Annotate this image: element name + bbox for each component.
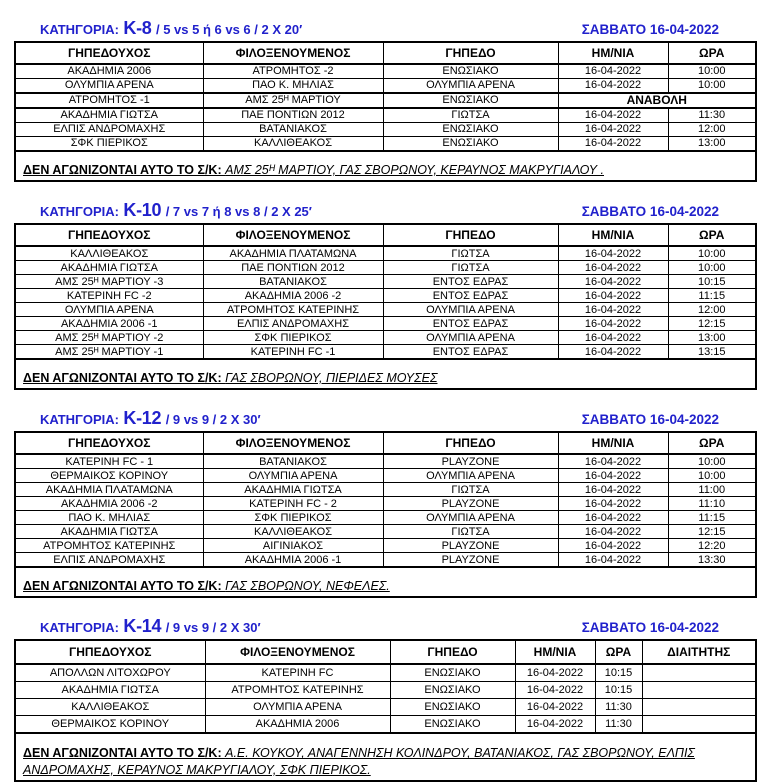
venue-cell: ΕΝΩΣΙΑΚΟ bbox=[383, 122, 558, 136]
date-cell: 16-04-2022 bbox=[558, 345, 668, 360]
column-header: ΓΗΠΕΔΟ bbox=[390, 640, 515, 664]
home-team-cell: ΑΤΡΟΜΗΤΟΣ ΚΑΤΕΡΙΝΗΣ bbox=[15, 539, 203, 553]
fixtures-body bbox=[15, 454, 756, 597]
home-team-cell: ΑΜΣ 25ᴴ ΜΑΡΤΙΟΥ -2 bbox=[15, 331, 203, 345]
date-cell: 16-04-2022 bbox=[558, 317, 668, 331]
away-team-cell: ΣΦΚ ΠΙΕΡΙΚΟΣ bbox=[203, 331, 383, 345]
not-playing-note bbox=[15, 567, 756, 597]
category-section bbox=[14, 19, 755, 182]
date-cell: 16-04-2022 bbox=[515, 716, 595, 734]
section-header bbox=[14, 19, 755, 41]
away-team-cell: ΑΤΡΟΜΗΤΟΣ -2 bbox=[203, 64, 383, 79]
category-code: Κ-8 bbox=[123, 18, 152, 38]
column-header: ΗΜ/ΝΙΑ bbox=[558, 432, 668, 454]
time-cell: 10:00 bbox=[668, 78, 756, 93]
away-team-cell: ΑΚΑΔΗΜΙΑ ΠΛΑΤΑΜΩΝΑ bbox=[203, 246, 383, 261]
match-row bbox=[15, 122, 756, 136]
home-team-cell: ΑΚΑΔΗΜΙΑ 2006 -2 bbox=[15, 497, 203, 511]
category-code: Κ-12 bbox=[123, 408, 162, 429]
match-row bbox=[15, 303, 756, 317]
venue-cell: ΕΝΩΣΙΑΚΟ bbox=[383, 136, 558, 151]
date-cell: 16-04-2022 bbox=[558, 108, 668, 123]
match-row bbox=[15, 664, 756, 682]
column-header: ΓΗΠΕΔΟΥΧΟΣ bbox=[15, 432, 203, 454]
date-cell: 16-04-2022 bbox=[558, 511, 668, 525]
venue-cell: ΟΛΥΜΠΙΑ ΑΡΕΝΑ bbox=[383, 331, 558, 345]
category-label: ΚΑΤΗΓΟΡΙΑ: bbox=[40, 22, 119, 37]
match-day-date: ΣΑΒΒΑΤΟ 16-04-2022 bbox=[581, 204, 719, 220]
note-label: ΔΕΝ ΑΓΩΝΙΖΟΝΤΑΙ ΑΥΤΟ ΤΟ Σ/Κ: bbox=[23, 579, 226, 594]
header-row bbox=[15, 42, 756, 64]
home-team-cell: ΑΠΟΛΛΩΝ ΛΙΤΟΧΩΡΟΥ bbox=[15, 664, 205, 682]
date-cell: 16-04-2022 bbox=[558, 275, 668, 289]
venue-cell: ΓΙΩΤΣΑ bbox=[383, 108, 558, 123]
venue-cell: ΕΝΤΟΣ ΕΔΡΑΣ bbox=[383, 317, 558, 331]
home-team-cell: ΑΚΑΔΗΜΙΑ ΓΙΩΤΣΑ bbox=[15, 682, 205, 699]
venue-cell: ΟΛΥΜΠΙΑ ΑΡΕΝΑ bbox=[383, 469, 558, 483]
header-row bbox=[15, 640, 756, 664]
column-header: ΓΗΠΕΔΟ bbox=[383, 432, 558, 454]
away-team-cell: ΚΑΤΕΡΙΝΗ FC bbox=[205, 664, 390, 682]
date-cell: 16-04-2022 bbox=[558, 497, 668, 511]
home-team-cell: ΑΜΣ 25ᴴ ΜΑΡΤΙΟΥ -1 bbox=[15, 345, 203, 360]
away-team-cell: ΒΑΤΑΝΙΑΚΟΣ bbox=[203, 122, 383, 136]
date-cell: 16-04-2022 bbox=[558, 539, 668, 553]
away-team-cell: ΒΑΤΑΝΙΑΚΟΣ bbox=[203, 454, 383, 469]
match-row bbox=[15, 345, 756, 360]
section-header bbox=[14, 617, 755, 639]
time-cell: 11:30 bbox=[595, 699, 642, 716]
fixtures-table bbox=[14, 431, 757, 598]
venue-cell: ΟΛΥΜΠΙΑ ΑΡΕΝΑ bbox=[383, 511, 558, 525]
venue-cell: ΓΙΩΤΣΑ bbox=[383, 525, 558, 539]
home-team-cell: ΑΚΑΔΗΜΙΑ ΓΙΩΤΣΑ bbox=[15, 108, 203, 123]
away-team-cell: ΣΦΚ ΠΙΕΡΙΚΟΣ bbox=[203, 511, 383, 525]
date-cell: 16-04-2022 bbox=[558, 331, 668, 345]
fixtures-body bbox=[15, 664, 756, 781]
referee-cell bbox=[642, 716, 756, 734]
column-header: ΦΙΛΟΞΕΝΟΥΜΕΝΟΣ bbox=[203, 432, 383, 454]
column-header: ΩΡΑ bbox=[668, 432, 756, 454]
column-header: ΓΗΠΕΔΟΥΧΟΣ bbox=[15, 640, 205, 664]
away-team-cell: ΟΛΥΜΠΙΑ ΑΡΕΝΑ bbox=[205, 699, 390, 716]
referee-cell bbox=[642, 699, 756, 716]
note-teams-list: ΑΜΣ 25ᴴ ΜΑΡΤΙΟΥ, ΓΑΣ ΣΒΟΡΩΝΟΥ, ΚΕΡΑΥΝΟΣ ΜΑΚΡΥΓΙΑΛΟΥ . bbox=[225, 162, 604, 177]
category-code: Κ-14 bbox=[123, 616, 162, 637]
category-section bbox=[14, 409, 755, 598]
date-cell: 16-04-2022 bbox=[558, 261, 668, 275]
time-cell: 10:00 bbox=[668, 454, 756, 469]
note-row bbox=[15, 359, 756, 389]
match-row bbox=[15, 454, 756, 469]
home-team-cell: ΚΑΛΛΙΘΕΑΚΟΣ bbox=[15, 699, 205, 716]
home-team-cell: ΘΕΡΜΑΙΚΟΣ ΚΟΡΙΝΟΥ bbox=[15, 469, 203, 483]
home-team-cell: ΑΚΑΔΗΜΙΑ ΠΛΑΤΑΜΩΝΑ bbox=[15, 483, 203, 497]
home-team-cell: ΘΕΡΜΑΙΚΟΣ ΚΟΡΙΝΟΥ bbox=[15, 716, 205, 734]
away-team-cell: ΑΚΑΔΗΜΙΑ 2006 -1 bbox=[203, 553, 383, 568]
category-format: / 5 vs 5 ή 6 vs 6 / 2 Χ 20′ bbox=[155, 22, 303, 37]
date-cell: 16-04-2022 bbox=[558, 454, 668, 469]
home-team-cell: ΑΚΑΔΗΜΙΑ 2006 bbox=[15, 64, 203, 79]
home-team-cell: ΚΑΤΕΡΙΝΗ FC -2 bbox=[15, 289, 203, 303]
venue-cell: ΕΝΤΟΣ ΕΔΡΑΣ bbox=[383, 275, 558, 289]
date-cell: 16-04-2022 bbox=[558, 483, 668, 497]
column-header: ΦΙΛΟΞΕΝΟΥΜΕΝΟΣ bbox=[205, 640, 390, 664]
postponed-cell: ΑΝΑΒΟΛΗ bbox=[558, 93, 756, 108]
header-row bbox=[15, 224, 756, 246]
venue-cell: PLAYZONE bbox=[383, 553, 558, 568]
match-row bbox=[15, 525, 756, 539]
category-section bbox=[14, 201, 755, 390]
match-row bbox=[15, 78, 756, 93]
column-header: ΓΗΠΕΔΟ bbox=[383, 42, 558, 64]
match-row bbox=[15, 511, 756, 525]
venue-cell: ΕΝΤΟΣ ΕΔΡΑΣ bbox=[383, 345, 558, 360]
home-team-cell: ΚΑΛΛΙΘΕΑΚΟΣ bbox=[15, 246, 203, 261]
match-row bbox=[15, 469, 756, 483]
away-team-cell: ΚΑΛΛΙΘΕΑΚΟΣ bbox=[203, 136, 383, 151]
venue-cell: ΕΝΩΣΙΑΚΟ bbox=[390, 716, 515, 734]
home-team-cell: ΑΜΣ 25ᴴ ΜΑΡΤΙΟΥ -3 bbox=[15, 275, 203, 289]
venue-cell: ΟΛΥΜΠΙΑ ΑΡΕΝΑ bbox=[383, 78, 558, 93]
time-cell: 13:00 bbox=[668, 136, 756, 151]
note-teams-list: ΓΑΣ ΣΒΟΡΩΝΟΥ, ΝΕΦΕΛΕΣ. bbox=[225, 579, 390, 594]
home-team-cell: ΑΚΑΔΗΜΙΑ 2006 -1 bbox=[15, 317, 203, 331]
home-team-cell: ΑΚΑΔΗΜΙΑ ΓΙΩΤΣΑ bbox=[15, 525, 203, 539]
away-team-cell: ΑΙΓΙΝΙΑΚΟΣ bbox=[203, 539, 383, 553]
fixtures-table bbox=[14, 223, 757, 390]
category-title bbox=[40, 201, 312, 221]
home-team-cell: ΠΑΟ Κ. ΜΗΛΙΑΣ bbox=[15, 511, 203, 525]
note-label: ΔΕΝ ΑΓΩΝΙΖΟΝΤΑΙ ΑΥΤΟ ΤΟ Σ/Κ: bbox=[23, 746, 226, 761]
venue-cell: ΓΙΩΤΣΑ bbox=[383, 261, 558, 275]
column-header: ΩΡΑ bbox=[668, 224, 756, 246]
date-cell: 16-04-2022 bbox=[515, 682, 595, 699]
away-team-cell: ΑΤΡΟΜΗΤΟΣ ΚΑΤΕΡΙΝΗΣ bbox=[205, 682, 390, 699]
time-cell: 12:15 bbox=[668, 525, 756, 539]
match-row bbox=[15, 682, 756, 699]
venue-cell: ΓΙΩΤΣΑ bbox=[383, 246, 558, 261]
home-team-cell: ΚΑΤΕΡΙΝΗ FC - 1 bbox=[15, 454, 203, 469]
category-format: / 7 vs 7 ή 8 vs 8 / 2 Χ 25′ bbox=[165, 204, 312, 220]
date-cell: 16-04-2022 bbox=[558, 469, 668, 483]
column-header: ΩΡΑ bbox=[595, 640, 642, 664]
column-header: ΓΗΠΕΔΟ bbox=[383, 224, 558, 246]
date-cell: 16-04-2022 bbox=[558, 303, 668, 317]
venue-cell: ΕΝΩΣΙΑΚΟ bbox=[383, 64, 558, 79]
note-label: ΔΕΝ ΑΓΩΝΙΖΟΝΤΑΙ ΑΥΤΟ ΤΟ Σ/Κ: bbox=[23, 162, 226, 177]
venue-cell: ΕΝΩΣΙΑΚΟ bbox=[390, 699, 515, 716]
column-header: ΗΜ/ΝΙΑ bbox=[558, 42, 668, 64]
away-team-cell: ΟΛΥΜΠΙΑ ΑΡΕΝΑ bbox=[203, 469, 383, 483]
note-label: ΔΕΝ ΑΓΩΝΙΖΟΝΤΑΙ ΑΥΤΟ ΤΟ Σ/Κ: bbox=[23, 371, 226, 386]
time-cell: 12:20 bbox=[668, 539, 756, 553]
match-row bbox=[15, 64, 756, 79]
home-team-cell: ΣΦΚ ΠΙΕΡΙΚΟΣ bbox=[15, 136, 203, 151]
venue-cell: ΕΝΩΣΙΑΚΟ bbox=[390, 664, 515, 682]
category-title bbox=[40, 409, 261, 429]
match-row bbox=[15, 699, 756, 716]
away-team-cell: ΑΜΣ 25ᴴ ΜΑΡΤΙΟΥ bbox=[203, 93, 383, 108]
date-cell: 16-04-2022 bbox=[515, 664, 595, 682]
away-team-cell: ΕΛΠΙΣ ΑΝΔΡΟΜΑΧΗΣ bbox=[203, 317, 383, 331]
time-cell: 11:00 bbox=[668, 483, 756, 497]
note-row bbox=[15, 567, 756, 597]
time-cell: 13:15 bbox=[668, 345, 756, 360]
referee-cell bbox=[642, 664, 756, 682]
column-header: ΗΜ/ΝΙΑ bbox=[558, 224, 668, 246]
date-cell: 16-04-2022 bbox=[558, 246, 668, 261]
time-cell: 11:15 bbox=[668, 511, 756, 525]
category-format: / 9 vs 9 / 2 Χ 30′ bbox=[165, 620, 261, 636]
home-team-cell: ΕΛΠΙΣ ΑΝΔΡΟΜΑΧΗΣ bbox=[15, 122, 203, 136]
away-team-cell: ΒΑΤΑΝΙΑΚΟΣ bbox=[203, 275, 383, 289]
column-header: ΓΗΠΕΔΟΥΧΟΣ bbox=[15, 224, 203, 246]
venue-cell: PLAYZONE bbox=[383, 539, 558, 553]
column-header: ΦΙΛΟΞΕΝΟΥΜΕΝΟΣ bbox=[203, 224, 383, 246]
section-header bbox=[14, 409, 755, 431]
date-cell: 16-04-2022 bbox=[558, 553, 668, 568]
date-cell: 16-04-2022 bbox=[558, 289, 668, 303]
venue-cell: ΕΝΩΣΙΑΚΟ bbox=[383, 93, 558, 108]
category-title bbox=[40, 19, 302, 39]
time-cell: 10:00 bbox=[668, 64, 756, 79]
date-cell: 16-04-2022 bbox=[515, 699, 595, 716]
fixtures-body bbox=[15, 64, 756, 181]
category-title bbox=[40, 617, 261, 637]
away-team-cell: ΚΑΤΕΡΙΝΗ FC -1 bbox=[203, 345, 383, 360]
column-header: ΗΜ/ΝΙΑ bbox=[515, 640, 595, 664]
away-team-cell: ΑΚΑΔΗΜΙΑ 2006 -2 bbox=[203, 289, 383, 303]
match-row bbox=[15, 289, 756, 303]
fixtures-table bbox=[14, 41, 757, 182]
time-cell: 10:15 bbox=[668, 275, 756, 289]
category-code: Κ-10 bbox=[123, 200, 162, 221]
match-row bbox=[15, 539, 756, 553]
time-cell: 11:30 bbox=[668, 108, 756, 123]
match-row bbox=[15, 553, 756, 568]
time-cell: 12:15 bbox=[668, 317, 756, 331]
match-day-date: ΣΑΒΒΑΤΟ 16-04-2022 bbox=[581, 22, 719, 37]
time-cell: 13:00 bbox=[668, 331, 756, 345]
date-cell: 16-04-2022 bbox=[558, 136, 668, 151]
category-label: ΚΑΤΗΓΟΡΙΑ: bbox=[40, 412, 119, 428]
away-team-cell: ΠΑΕ ΠΟΝΤΙΩΝ 2012 bbox=[203, 261, 383, 275]
away-team-cell: ΑΤΡΟΜΗΤΟΣ ΚΑΤΕΡΙΝΗΣ bbox=[203, 303, 383, 317]
not-playing-note bbox=[15, 359, 756, 389]
date-cell: 16-04-2022 bbox=[558, 122, 668, 136]
venue-cell: PLAYZONE bbox=[383, 497, 558, 511]
match-row bbox=[15, 483, 756, 497]
away-team-cell: ΚΑΤΕΡΙΝΗ FC - 2 bbox=[203, 497, 383, 511]
match-row bbox=[15, 136, 756, 151]
category-label: ΚΑΤΗΓΟΡΙΑ: bbox=[40, 204, 119, 220]
fixtures-body bbox=[15, 246, 756, 389]
note-row bbox=[15, 733, 756, 781]
home-team-cell: ΟΛΥΜΠΙΑ ΑΡΕΝΑ bbox=[15, 78, 203, 93]
time-cell: 11:30 bbox=[595, 716, 642, 734]
match-row bbox=[15, 331, 756, 345]
venue-cell: PLAYZONE bbox=[383, 454, 558, 469]
date-cell: 16-04-2022 bbox=[558, 78, 668, 93]
away-team-cell: ΑΚΑΔΗΜΙΑ ΓΙΩΤΣΑ bbox=[203, 483, 383, 497]
away-team-cell: ΠΑΟ Κ. ΜΗΛΙΑΣ bbox=[203, 78, 383, 93]
note-teams-list: ΓΑΣ ΣΒΟΡΩΝΟΥ, ΠΙΕΡΙΔΕΣ ΜΟΥΣΕΣ bbox=[225, 371, 438, 386]
home-team-cell: ΟΛΥΜΠΙΑ ΑΡΕΝΑ bbox=[15, 303, 203, 317]
match-row bbox=[15, 497, 756, 511]
venue-cell: ΕΝΤΟΣ ΕΔΡΑΣ bbox=[383, 289, 558, 303]
time-cell: 12:00 bbox=[668, 122, 756, 136]
home-team-cell: ΕΛΠΙΣ ΑΝΔΡΟΜΑΧΗΣ bbox=[15, 553, 203, 568]
venue-cell: ΟΛΥΜΠΙΑ ΑΡΕΝΑ bbox=[383, 303, 558, 317]
column-header: ΩΡΑ bbox=[668, 42, 756, 64]
not-playing-note bbox=[15, 733, 756, 781]
time-cell: 10:00 bbox=[668, 469, 756, 483]
date-cell: 16-04-2022 bbox=[558, 525, 668, 539]
time-cell: 10:00 bbox=[668, 261, 756, 275]
note-row bbox=[15, 151, 756, 181]
column-header: ΦΙΛΟΞΕΝΟΥΜΕΝΟΣ bbox=[203, 42, 383, 64]
time-cell: 12:00 bbox=[668, 303, 756, 317]
time-cell: 10:15 bbox=[595, 664, 642, 682]
not-playing-note bbox=[15, 151, 756, 181]
time-cell: 10:00 bbox=[668, 246, 756, 261]
column-header: ΓΗΠΕΔΟΥΧΟΣ bbox=[15, 42, 203, 64]
category-label: ΚΑΤΗΓΟΡΙΑ: bbox=[40, 620, 119, 636]
match-row bbox=[15, 716, 756, 734]
time-cell: 10:15 bbox=[595, 682, 642, 699]
note-teams-list: Α.Ε. ΚΟΥΚΟΥ, ΑΝΑΓΕΝΝΗΣΗ ΚΟΛΙΝΔΡΟΥ, ΒΑΤΑΝΙΑΚΟΣ, ΓΑΣ ΣΒΟΡΩΝΟΥ, ΕΛΠΙΣ ΑΝΔΡΟΜΑΧΗΣ, ΚΕΡΑΥΝΟΣ ΜΑΚΡΥΓΙΑΛΟΥ, ΣΦΚ ΠΙΕΡΙΚΟΣ. bbox=[23, 746, 695, 777]
venue-cell: ΓΙΩΤΣΑ bbox=[383, 483, 558, 497]
match-row bbox=[15, 93, 756, 108]
match-row bbox=[15, 261, 756, 275]
match-row bbox=[15, 317, 756, 331]
home-team-cell: ΑΤΡΟΜΗΤΟΣ -1 bbox=[15, 93, 203, 108]
match-row bbox=[15, 246, 756, 261]
venue-cell: ΕΝΩΣΙΑΚΟ bbox=[390, 682, 515, 699]
match-row bbox=[15, 275, 756, 289]
time-cell: 13:30 bbox=[668, 553, 756, 568]
header-row bbox=[15, 432, 756, 454]
match-day-date: ΣΑΒΒΑΤΟ 16-04-2022 bbox=[581, 412, 719, 428]
away-team-cell: ΠΑΕ ΠΟΝΤΙΩΝ 2012 bbox=[203, 108, 383, 123]
referee-cell bbox=[642, 682, 756, 699]
match-row bbox=[15, 108, 756, 123]
home-team-cell: ΑΚΑΔΗΜΙΑ ΓΙΩΤΣΑ bbox=[15, 261, 203, 275]
category-section bbox=[14, 617, 755, 781]
time-cell: 11:15 bbox=[668, 289, 756, 303]
away-team-cell: ΚΑΛΛΙΘΕΑΚΟΣ bbox=[203, 525, 383, 539]
match-day-date: ΣΑΒΒΑΤΟ 16-04-2022 bbox=[581, 620, 719, 636]
away-team-cell: ΑΚΑΔΗΜΙΑ 2006 bbox=[205, 716, 390, 734]
category-format: / 9 vs 9 / 2 Χ 30′ bbox=[165, 412, 261, 428]
fixtures-table bbox=[14, 639, 757, 782]
column-header: ΔΙΑΙΤΗΤΗΣ bbox=[642, 640, 756, 664]
date-cell: 16-04-2022 bbox=[558, 64, 668, 79]
time-cell: 11:10 bbox=[668, 497, 756, 511]
section-header bbox=[14, 201, 755, 223]
